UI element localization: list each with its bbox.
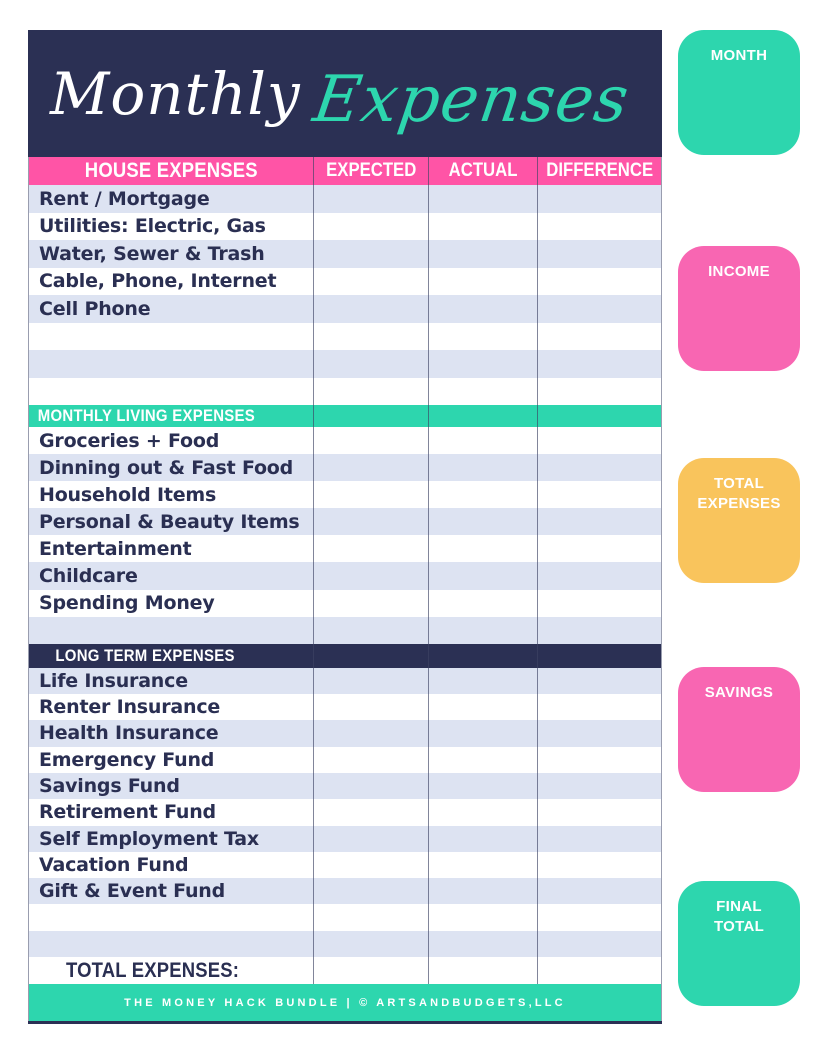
expense-label: Gift & Event Fund [39, 880, 226, 903]
amount-cell [537, 826, 661, 852]
amount-cell [428, 617, 537, 644]
header-cell-difference [537, 157, 661, 185]
section-bar [29, 405, 661, 427]
expense-label-cell [29, 773, 313, 799]
section-bar-cell [537, 405, 661, 427]
amount-cell [313, 720, 428, 746]
expense-label-cell [29, 213, 313, 241]
amount-cell [313, 747, 428, 773]
amount-cell [428, 799, 537, 825]
amount-cell [537, 773, 661, 799]
amount-cell [428, 773, 537, 799]
amount-cell [537, 508, 661, 535]
expense-label-cell [29, 931, 313, 957]
expense-label-cell [29, 323, 313, 351]
amount-cell [537, 694, 661, 720]
summary-box-label: MONTH [710, 47, 768, 64]
amount-cell [428, 720, 537, 746]
expense-row [29, 852, 661, 878]
amount-cell [537, 481, 661, 508]
amount-cell [428, 562, 537, 589]
amount-cell [313, 427, 428, 454]
amount-cell [428, 323, 537, 351]
amount-cell [428, 508, 537, 535]
amount-cell [313, 213, 428, 241]
amount-cell [428, 213, 537, 241]
expense-sheet [28, 30, 662, 1024]
amount-cell [428, 931, 537, 957]
amount-cell [313, 878, 428, 904]
total-expected-cell [313, 957, 428, 984]
expense-table [28, 157, 662, 1021]
expense-label-cell [29, 799, 313, 825]
expense-label: Utilities: Electric, Gas [39, 215, 266, 238]
summary-box-label: TOTAL EXPENSES [697, 475, 781, 512]
expense-label-cell [29, 240, 313, 268]
expense-label: Life Insurance [39, 669, 188, 692]
expense-row [29, 295, 661, 323]
expected-column-header: EXPECTED [325, 160, 417, 181]
amount-cell [313, 295, 428, 323]
footer-banner [29, 984, 661, 1021]
table-header-row [29, 157, 661, 185]
expense-row [29, 878, 661, 904]
empty-expense-row [29, 904, 661, 930]
empty-expense-row [29, 378, 661, 406]
difference-column-header: DIFFERENCE [546, 160, 653, 181]
amount-cell [313, 694, 428, 720]
amount-cell [428, 668, 537, 694]
expense-label: Self Employment Tax [39, 827, 259, 850]
expense-row [29, 826, 661, 852]
expense-row [29, 720, 661, 746]
amount-cell [537, 590, 661, 617]
expense-row [29, 562, 661, 589]
section-bar-cell [313, 405, 428, 427]
amount-cell [428, 826, 537, 852]
summary-box-label: SAVINGS [704, 684, 774, 701]
expense-label: Groceries + Food [39, 429, 220, 452]
expense-row [29, 508, 661, 535]
expense-label: Emergency Fund [39, 748, 215, 771]
summary-box-savings [678, 667, 800, 792]
amount-cell [537, 295, 661, 323]
expense-row [29, 535, 661, 562]
summary-sidebar [678, 30, 800, 1036]
summary-box-label: FINAL TOTAL [713, 898, 765, 935]
bottom-divider [28, 1021, 662, 1024]
amount-cell [537, 617, 661, 644]
expense-label-cell [29, 350, 313, 378]
amount-cell [428, 535, 537, 562]
amount-cell [313, 617, 428, 644]
amount-cell [313, 931, 428, 957]
expense-label-cell [29, 378, 313, 406]
amount-cell [313, 590, 428, 617]
section-bar-cell [313, 644, 428, 668]
empty-expense-row [29, 931, 661, 957]
amount-cell [537, 852, 661, 878]
section-title: LONG TERM EXPENSES [55, 645, 235, 665]
amount-cell [428, 454, 537, 481]
expense-label: Renter Insurance [39, 696, 221, 719]
amount-cell [537, 799, 661, 825]
amount-cell [537, 878, 661, 904]
amount-cell [537, 350, 661, 378]
amount-cell [428, 747, 537, 773]
amount-cell [428, 427, 537, 454]
amount-cell [313, 481, 428, 508]
amount-cell [313, 904, 428, 930]
page-title-expenses: Expenses [308, 62, 634, 137]
house-expenses-header: HOUSE EXPENSES [84, 159, 258, 182]
expense-label: Cable, Phone, Internet [39, 270, 277, 293]
expense-label-cell [29, 878, 313, 904]
expense-label-cell [29, 590, 313, 617]
empty-expense-row [29, 617, 661, 644]
amount-cell [313, 185, 428, 213]
expense-row [29, 454, 661, 481]
section-title: MONTHLY LIVING EXPENSES [37, 406, 256, 425]
expense-row [29, 590, 661, 617]
amount-cell [537, 268, 661, 296]
expense-label: Dinning out & Fast Food [39, 456, 294, 479]
section-bar [29, 644, 661, 668]
amount-cell [428, 268, 537, 296]
header-cell-house-expenses [29, 157, 313, 185]
expense-label: Health Insurance [39, 722, 219, 745]
expense-label-cell [29, 747, 313, 773]
amount-cell [537, 668, 661, 694]
empty-expense-row [29, 323, 661, 351]
expense-label-cell [29, 826, 313, 852]
expense-label-cell [29, 617, 313, 644]
section-bar-label-cell [29, 405, 313, 427]
expense-row [29, 694, 661, 720]
amount-cell [428, 878, 537, 904]
amount-cell [537, 454, 661, 481]
amount-cell [428, 240, 537, 268]
amount-cell [537, 931, 661, 957]
expense-row [29, 668, 661, 694]
amount-cell [313, 350, 428, 378]
footer-credit-text: THE MONEY HACK BUNDLE | © ARTSANDBUDGETS,LLC [124, 996, 566, 1009]
summary-box-month [678, 30, 800, 155]
summary-box-income [678, 246, 800, 371]
amount-cell [537, 213, 661, 241]
expense-label-cell [29, 535, 313, 562]
amount-cell [537, 378, 661, 406]
expense-label-cell [29, 562, 313, 589]
total-actual-cell [428, 957, 537, 984]
section-bar-cell [428, 405, 537, 427]
amount-cell [428, 590, 537, 617]
amount-cell [537, 747, 661, 773]
table-rows [29, 185, 661, 957]
section-bar-cell [428, 644, 537, 668]
amount-cell [537, 323, 661, 351]
amount-cell [313, 773, 428, 799]
expense-row [29, 481, 661, 508]
section-bar-cell [537, 644, 661, 668]
expense-row [29, 185, 661, 213]
amount-cell [313, 668, 428, 694]
amount-cell [537, 535, 661, 562]
expense-row [29, 268, 661, 296]
expense-row [29, 799, 661, 825]
amount-cell [428, 378, 537, 406]
expense-label: Entertainment [39, 537, 192, 560]
page-title-monthly: Monthly [50, 59, 301, 128]
expense-label: Water, Sewer & Trash [39, 242, 265, 265]
expense-label-cell [29, 852, 313, 878]
amount-cell [537, 427, 661, 454]
amount-cell [313, 826, 428, 852]
expense-label-cell [29, 454, 313, 481]
expense-label: Savings Fund [39, 775, 180, 798]
expense-label: Spending Money [39, 592, 215, 615]
amount-cell [313, 799, 428, 825]
empty-expense-row [29, 350, 661, 378]
total-label-cell [29, 957, 313, 984]
expense-label-cell [29, 185, 313, 213]
total-expenses-row [29, 957, 661, 984]
total-difference-cell [537, 957, 661, 984]
expense-label: Vacation Fund [39, 853, 189, 876]
header-cell-expected [313, 157, 428, 185]
expense-label-cell [29, 508, 313, 535]
expense-label: Personal & Beauty Items [39, 510, 300, 533]
expense-row [29, 773, 661, 799]
amount-cell [537, 185, 661, 213]
expense-label: Childcare [39, 565, 138, 588]
summary-box-label: INCOME [708, 263, 770, 280]
amount-cell [428, 295, 537, 323]
amount-cell [537, 720, 661, 746]
amount-cell [428, 185, 537, 213]
expense-row [29, 213, 661, 241]
expense-label-cell [29, 295, 313, 323]
expense-row [29, 747, 661, 773]
amount-cell [428, 852, 537, 878]
total-expenses-label: TOTAL EXPENSES: [65, 958, 240, 982]
title-banner [28, 30, 662, 157]
expense-label-cell [29, 427, 313, 454]
amount-cell [313, 268, 428, 296]
expense-row [29, 427, 661, 454]
amount-cell [313, 378, 428, 406]
amount-cell [313, 562, 428, 589]
amount-cell [537, 240, 661, 268]
amount-cell [313, 535, 428, 562]
expense-label-cell [29, 481, 313, 508]
expense-label-cell [29, 268, 313, 296]
expense-label: Household Items [39, 483, 217, 506]
summary-box-final-total [678, 881, 800, 1006]
amount-cell [537, 562, 661, 589]
expense-label-cell [29, 694, 313, 720]
expense-row [29, 240, 661, 268]
amount-cell [313, 323, 428, 351]
amount-cell [313, 508, 428, 535]
amount-cell [537, 904, 661, 930]
expense-label: Cell Phone [39, 297, 151, 320]
amount-cell [313, 240, 428, 268]
amount-cell [428, 350, 537, 378]
section-bar-label-cell [29, 644, 313, 668]
amount-cell [428, 694, 537, 720]
header-cell-actual [428, 157, 537, 185]
amount-cell [313, 852, 428, 878]
amount-cell [313, 454, 428, 481]
summary-box-total-expenses [678, 458, 800, 583]
expense-label-cell [29, 904, 313, 930]
amount-cell [428, 481, 537, 508]
amount-cell [428, 904, 537, 930]
expense-label-cell [29, 720, 313, 746]
expense-label-cell [29, 668, 313, 694]
expense-label: Retirement Fund [39, 801, 216, 824]
actual-column-header: ACTUAL [448, 160, 518, 181]
expense-label: Rent / Mortgage [39, 187, 210, 210]
